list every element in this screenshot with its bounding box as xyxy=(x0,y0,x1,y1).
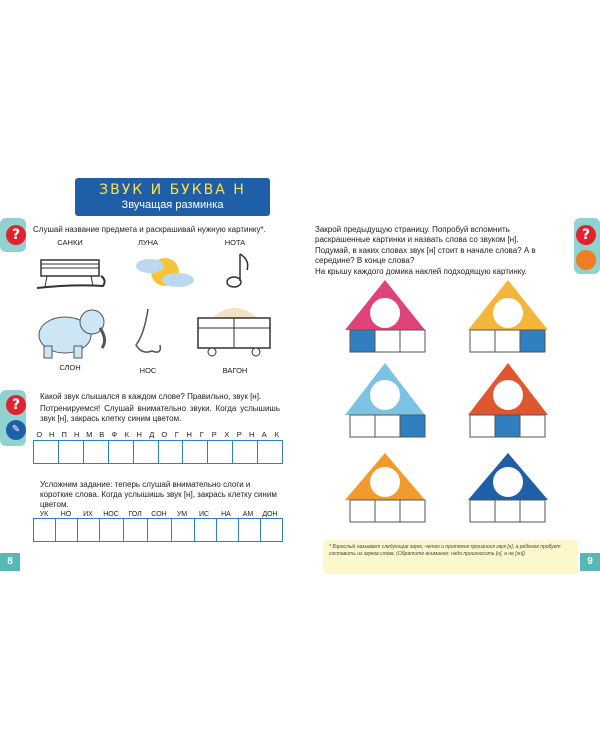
syllable: НА xyxy=(221,511,231,518)
pencil-icon[interactable]: ✎ xyxy=(6,420,26,440)
letter: Н xyxy=(74,430,80,439)
right-text-1: Закрой предыдущую страницу. Попробуй вспомнить раскрашенные картинки и назвать слова со звуком [н]. xyxy=(315,225,519,244)
banner-subtitle: Звучащая разминка xyxy=(121,199,224,211)
letter: А xyxy=(261,430,267,439)
letter: К xyxy=(274,430,279,439)
letter: Н xyxy=(186,430,192,439)
instruction-1: Слушай название предмета и раскрашивай нужную картинку*. xyxy=(33,225,266,234)
answer-cell[interactable] xyxy=(232,440,257,464)
syllable: УК xyxy=(39,511,49,518)
picture-label: ВАГОН xyxy=(222,366,248,375)
syllables-answer-grid[interactable] xyxy=(33,518,283,542)
answer-cell[interactable] xyxy=(147,518,171,542)
letter: Ф xyxy=(111,430,118,439)
instruction-2: Потренируемся! Слушай внимательно звуки. Когда услышишь звук [н], закрась клетку синим цветом. xyxy=(40,404,280,423)
picture-label: СЛОН xyxy=(59,363,81,372)
title-banner xyxy=(75,178,270,216)
letter: Р xyxy=(211,430,217,439)
answer-cell[interactable] xyxy=(158,440,183,464)
letter: Р xyxy=(236,430,242,439)
nose-picture xyxy=(128,305,168,360)
picture-label: САНКИ xyxy=(57,238,83,247)
answer-cell[interactable] xyxy=(55,518,77,542)
syllable: АМ xyxy=(242,511,254,518)
wagon-picture xyxy=(192,298,277,360)
instruction-3: Усложним задание: теперь слушай внимательно слоги и короткие слова. Когда услышишь звук [н], закрась клетку синим цветом. xyxy=(40,480,277,509)
page-number-left: 8 xyxy=(0,553,20,571)
syllable: УМ xyxy=(176,511,188,518)
syllable: ИХ xyxy=(83,511,93,518)
syllable: ГОЛ xyxy=(128,511,142,518)
house[interactable] xyxy=(345,280,425,352)
syllable: НОС xyxy=(103,511,119,518)
letter: Н xyxy=(249,430,255,439)
syllable: ИС xyxy=(198,511,210,518)
letter: П xyxy=(61,430,67,439)
letter: М xyxy=(86,430,93,439)
syllable: СОН xyxy=(151,511,167,518)
picture-label: НОТА xyxy=(224,238,246,247)
question-1: Какой звук слышался в каждом слове? Правильно, звук [н]. xyxy=(40,392,262,401)
answer-cell[interactable] xyxy=(99,518,123,542)
letter: О xyxy=(36,430,43,439)
sled-picture xyxy=(33,250,108,295)
picture-label: ЛУНА xyxy=(137,238,159,247)
answer-cell[interactable] xyxy=(33,440,58,464)
answer-cell[interactable] xyxy=(108,440,133,464)
answer-cell[interactable] xyxy=(33,518,55,542)
houses-grid xyxy=(340,275,570,535)
right-text-3: На крышу каждого домика наклей подходящую картинку. xyxy=(315,267,527,276)
letter: Н xyxy=(136,430,142,439)
picture-label: НОС xyxy=(139,366,157,375)
letter: Г xyxy=(174,430,179,439)
house[interactable] xyxy=(345,453,425,522)
moon-picture xyxy=(120,250,200,295)
syllable: ДОН xyxy=(262,511,278,518)
answer-cell[interactable] xyxy=(238,518,260,542)
house[interactable] xyxy=(468,453,548,522)
banner-title: ЗВУК И БУКВА Н xyxy=(99,182,246,198)
letter: К xyxy=(124,430,129,439)
question-icon[interactable]: ? xyxy=(576,225,596,245)
letter: Н xyxy=(49,430,55,439)
question-icon[interactable]: ? xyxy=(6,225,26,245)
note-picture xyxy=(225,250,255,290)
elephant-picture xyxy=(30,300,110,362)
house[interactable] xyxy=(345,363,425,437)
footnote: * Взрослый называет следующие звуки, четко и протяжно произнося звук [н], а ребенок пробует составить из звуков слова. (Обратите внимание: надо произносить [н], а не [эн]) xyxy=(323,540,578,574)
house[interactable] xyxy=(468,280,548,352)
syllable: НО xyxy=(60,511,72,518)
letter: Г xyxy=(199,430,204,439)
page-number-right: 9 xyxy=(580,553,600,571)
answer-cell[interactable] xyxy=(83,440,108,464)
answer-cell[interactable] xyxy=(133,440,158,464)
house[interactable] xyxy=(468,363,548,437)
answer-cell[interactable] xyxy=(207,440,232,464)
right-text-2: Подумай, в каких словах звук [н] стоит в начале слова? А в середине? В конце слова? xyxy=(315,246,536,265)
answer-cell[interactable] xyxy=(260,518,283,542)
letter: Д xyxy=(149,430,155,439)
answer-cell[interactable] xyxy=(194,518,216,542)
letters-answer-grid[interactable] xyxy=(33,440,283,464)
answer-cell[interactable] xyxy=(58,440,83,464)
answer-cell[interactable] xyxy=(123,518,147,542)
answer-cell[interactable] xyxy=(216,518,238,542)
answer-cell[interactable] xyxy=(182,440,207,464)
letter: Х xyxy=(224,430,230,439)
answer-cell[interactable] xyxy=(77,518,99,542)
gear-icon[interactable] xyxy=(576,250,596,270)
question-icon[interactable]: ? xyxy=(6,395,26,415)
answer-cell[interactable] xyxy=(171,518,193,542)
answer-cell[interactable] xyxy=(257,440,283,464)
letter: О xyxy=(161,430,168,439)
letter: В xyxy=(99,430,105,439)
